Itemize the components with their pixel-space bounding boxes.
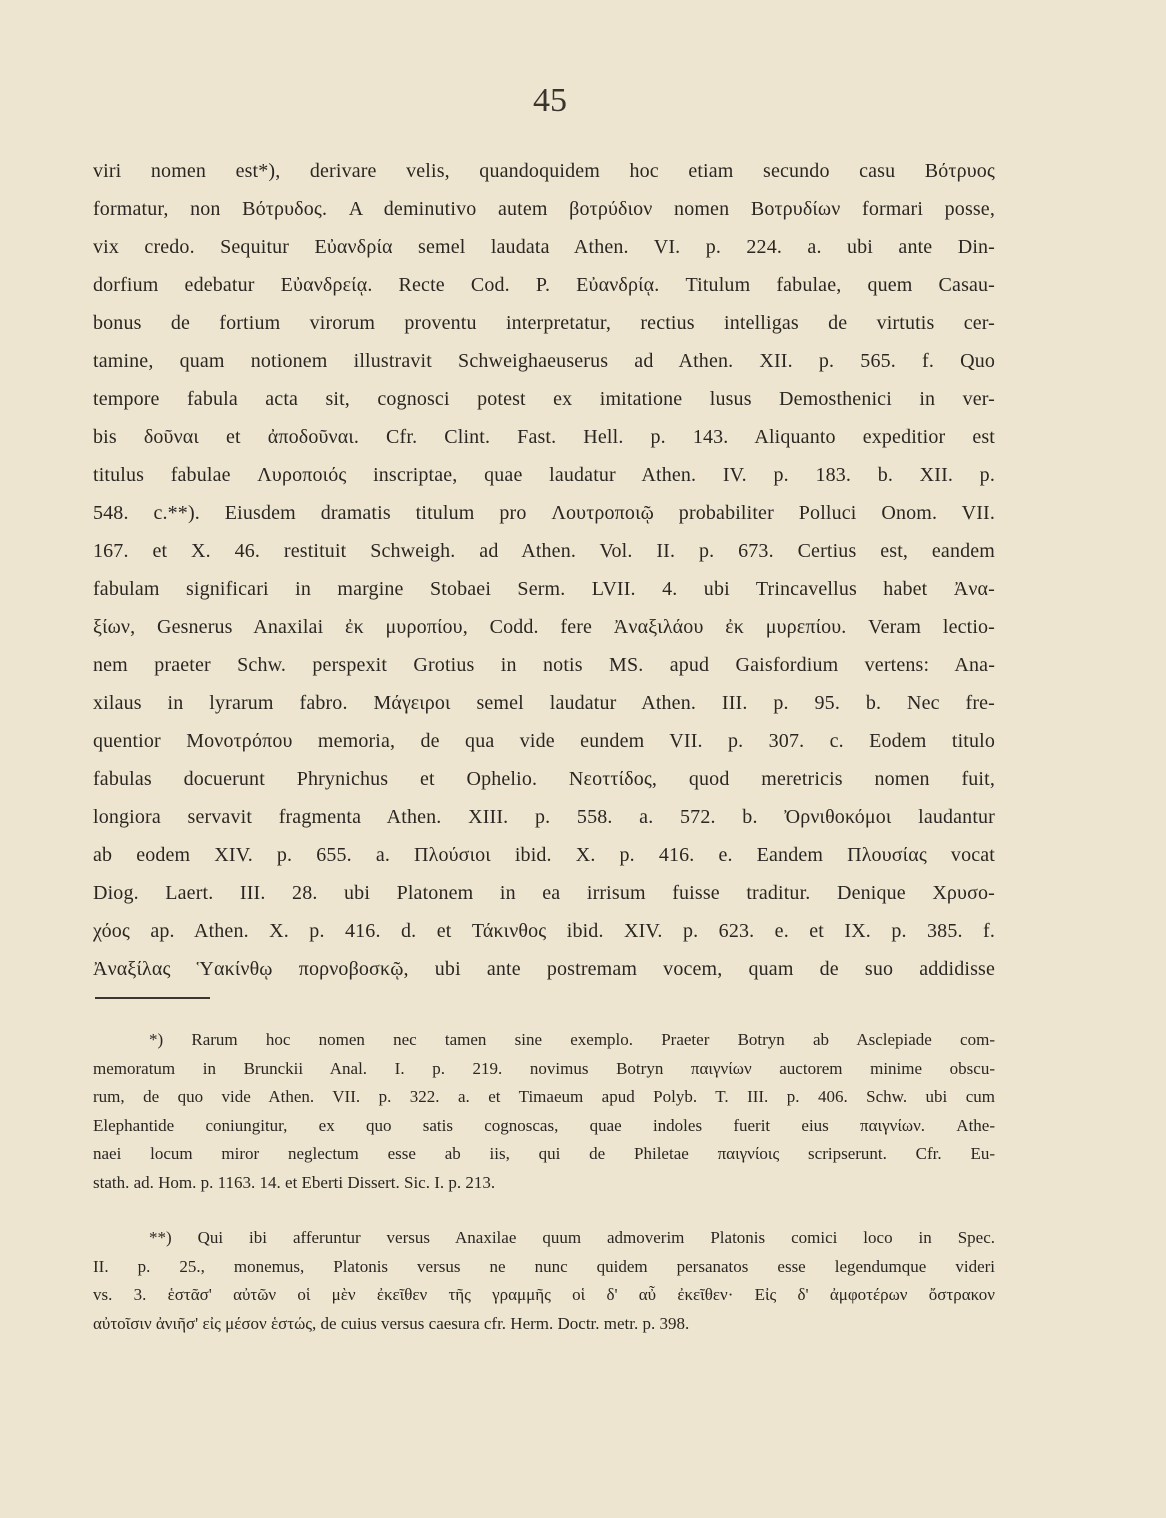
footnote-line: *) Rarum hoc nomen nec tamen sine exemplo. Praeter Botryn ab Asclepiade com- — [149, 1030, 995, 1049]
text-line: vix credo. Sequitur Εὐανδρία semel laudata Athen. VI. p. 224. a. ubi ante Din- — [93, 236, 995, 258]
text-line: nem praeter Schw. perspexit Grotius in notis MS. apud Gaisfordium vertens: Ana- — [93, 654, 995, 676]
text-line: fabulam significari in margine Stobaei Serm. LVII. 4. ubi Trincavellus habet Ἀνα- — [93, 578, 995, 600]
footnote-line: memoratum in Brunckii Anal. I. p. 219. novimus Botryn παιγνίων auctorem minime obscu- — [93, 1058, 995, 1078]
text-line: quentior Μονοτρόπου memoria, de qua vide eundem VII. p. 307. c. Eodem titulo — [93, 730, 995, 752]
footnote-line: naei locum miror neglectum esse ab iis, qui de Philetae παιγνίοις scripserunt. Cfr. Eu- — [93, 1144, 995, 1163]
footnote-rule — [95, 997, 210, 999]
text-line: tamine, quam notionem illustravit Schweighaeuserus ad Athen. XII. p. 565. f. Quo — [93, 350, 995, 372]
footnote-line: II. p. 25., monemus, Platonis versus ne nunc quidem persanatos esse legendumque videri — [93, 1256, 995, 1276]
text-line: titulus fabulae Λυροποιός inscriptae, quae laudatur Athen. IV. p. 183. b. XII. p. — [93, 464, 995, 486]
text-line: bis δοῦναι et ἀποδοῦναι. Cfr. Clint. Fast. Hell. p. 143. Aliquanto expeditior est — [93, 426, 995, 448]
text-line: ξίων, Gesnerus Anaxilai ἐκ μυροπίου, Codd. fere Ἀναξιλάου ἐκ μυρεπίου. Veram lectio- — [93, 616, 995, 638]
footnote-line: stath. ad. Hom. p. 1163. 14. et Eberti Dissert. Sic. I. p. 213. — [93, 1172, 496, 1192]
main-text — [93, 152, 995, 988]
text-line: tempore fabula acta sit, cognosci potest ex imitatione lusus Demosthenici in ver- — [93, 388, 995, 410]
text-line: χόος ap. Athen. X. p. 416. d. et Τάκινθος ibid. XIV. p. 623. e. et IX. p. 385. f. — [93, 920, 995, 942]
footnote-1 — [93, 1026, 995, 1197]
text-line: viri nomen est*), derivare velis, quandoquidem hoc etiam secundo casu Βότρυος — [93, 160, 995, 182]
text-line: bonus de fortium virorum proventu interpretatur, rectius intelligas de virtutis cer- — [93, 312, 995, 334]
text-line: 548. c.**). Eiusdem dramatis titulum pro Λουτροποιῷ probabiliter Polluci Onom. VII. — [93, 502, 995, 524]
text-line: Ἀναξίλας Ὑακίνθῳ πορνοβοσκῷ, ubi ante postremam vocem, quam de suo addidisse — [93, 958, 995, 980]
footnote-line: αὐτοῖσιν ἀνιῆσ' εἰς μέσον ἑστώς, de cuius versus caesura cfr. Herm. Doctr. metr. p. 398. — [93, 1313, 690, 1333]
footnote-line: rum, de quo vide Athen. VII. p. 322. a. et Timaeum apud Polyb. T. III. p. 406. Schw. ubi cum — [93, 1087, 995, 1106]
footnote-line: vs. 3. ἑστᾶσ' αὐτῶν οἱ μὲν ἐκεῖθεν τῆς γραμμῆς οἱ δ' αὖ ἐκεῖθεν· Εἰς δ' ἀμφοτέρων ὄστρακον — [93, 1285, 995, 1304]
text-line: xilaus in lyrarum fabro. Μάγειροι semel laudatur Athen. III. p. 95. b. Nec fre- — [93, 692, 995, 714]
text-line: Diog. Laert. III. 28. ubi Platonem in ea irrisum fuisse traditur. Denique Χρυσο- — [93, 882, 995, 904]
text-line: 167. et X. 46. restituit Schweigh. ad Athen. Vol. II. p. 673. Certius est, eandem — [93, 540, 995, 562]
text-line: dorfium edebatur Εὐανδρείᾳ. Recte Cod. P. Εὐανδρίᾳ. Titulum fabulae, quem Casau- — [93, 274, 995, 296]
footnotes — [93, 1026, 995, 1338]
page-number: 45 — [533, 82, 567, 119]
footnote-line: **) Qui ibi afferuntur versus Anaxilae quum admoverim Platonis comici loco in Spec. — [149, 1228, 995, 1247]
footnote-line: Elephantide coniungitur, ex quo satis cognoscas, quae indoles fuerit eius παιγνίων. Athe- — [93, 1115, 995, 1135]
text-line: ab eodem XIV. p. 655. a. Πλούσιοι ibid. X. p. 416. e. Eandem Πλουσίας vocat — [93, 844, 995, 866]
text-line: fabulas docuerunt Phrynichus et Ophelio. Νεοττίδος, quod meretricis nomen fuit, — [93, 768, 995, 790]
footnote-2 — [93, 1224, 995, 1338]
text-line: longiora servavit fragmenta Athen. XIII. p. 558. a. 572. b. Ὀρνιθοκόμοι laudantur — [93, 806, 995, 828]
text-line: formatur, non Βότρυδος. A deminutivo autem βοτρύδιον nomen Βοτρυδίων formari posse, — [93, 198, 995, 220]
